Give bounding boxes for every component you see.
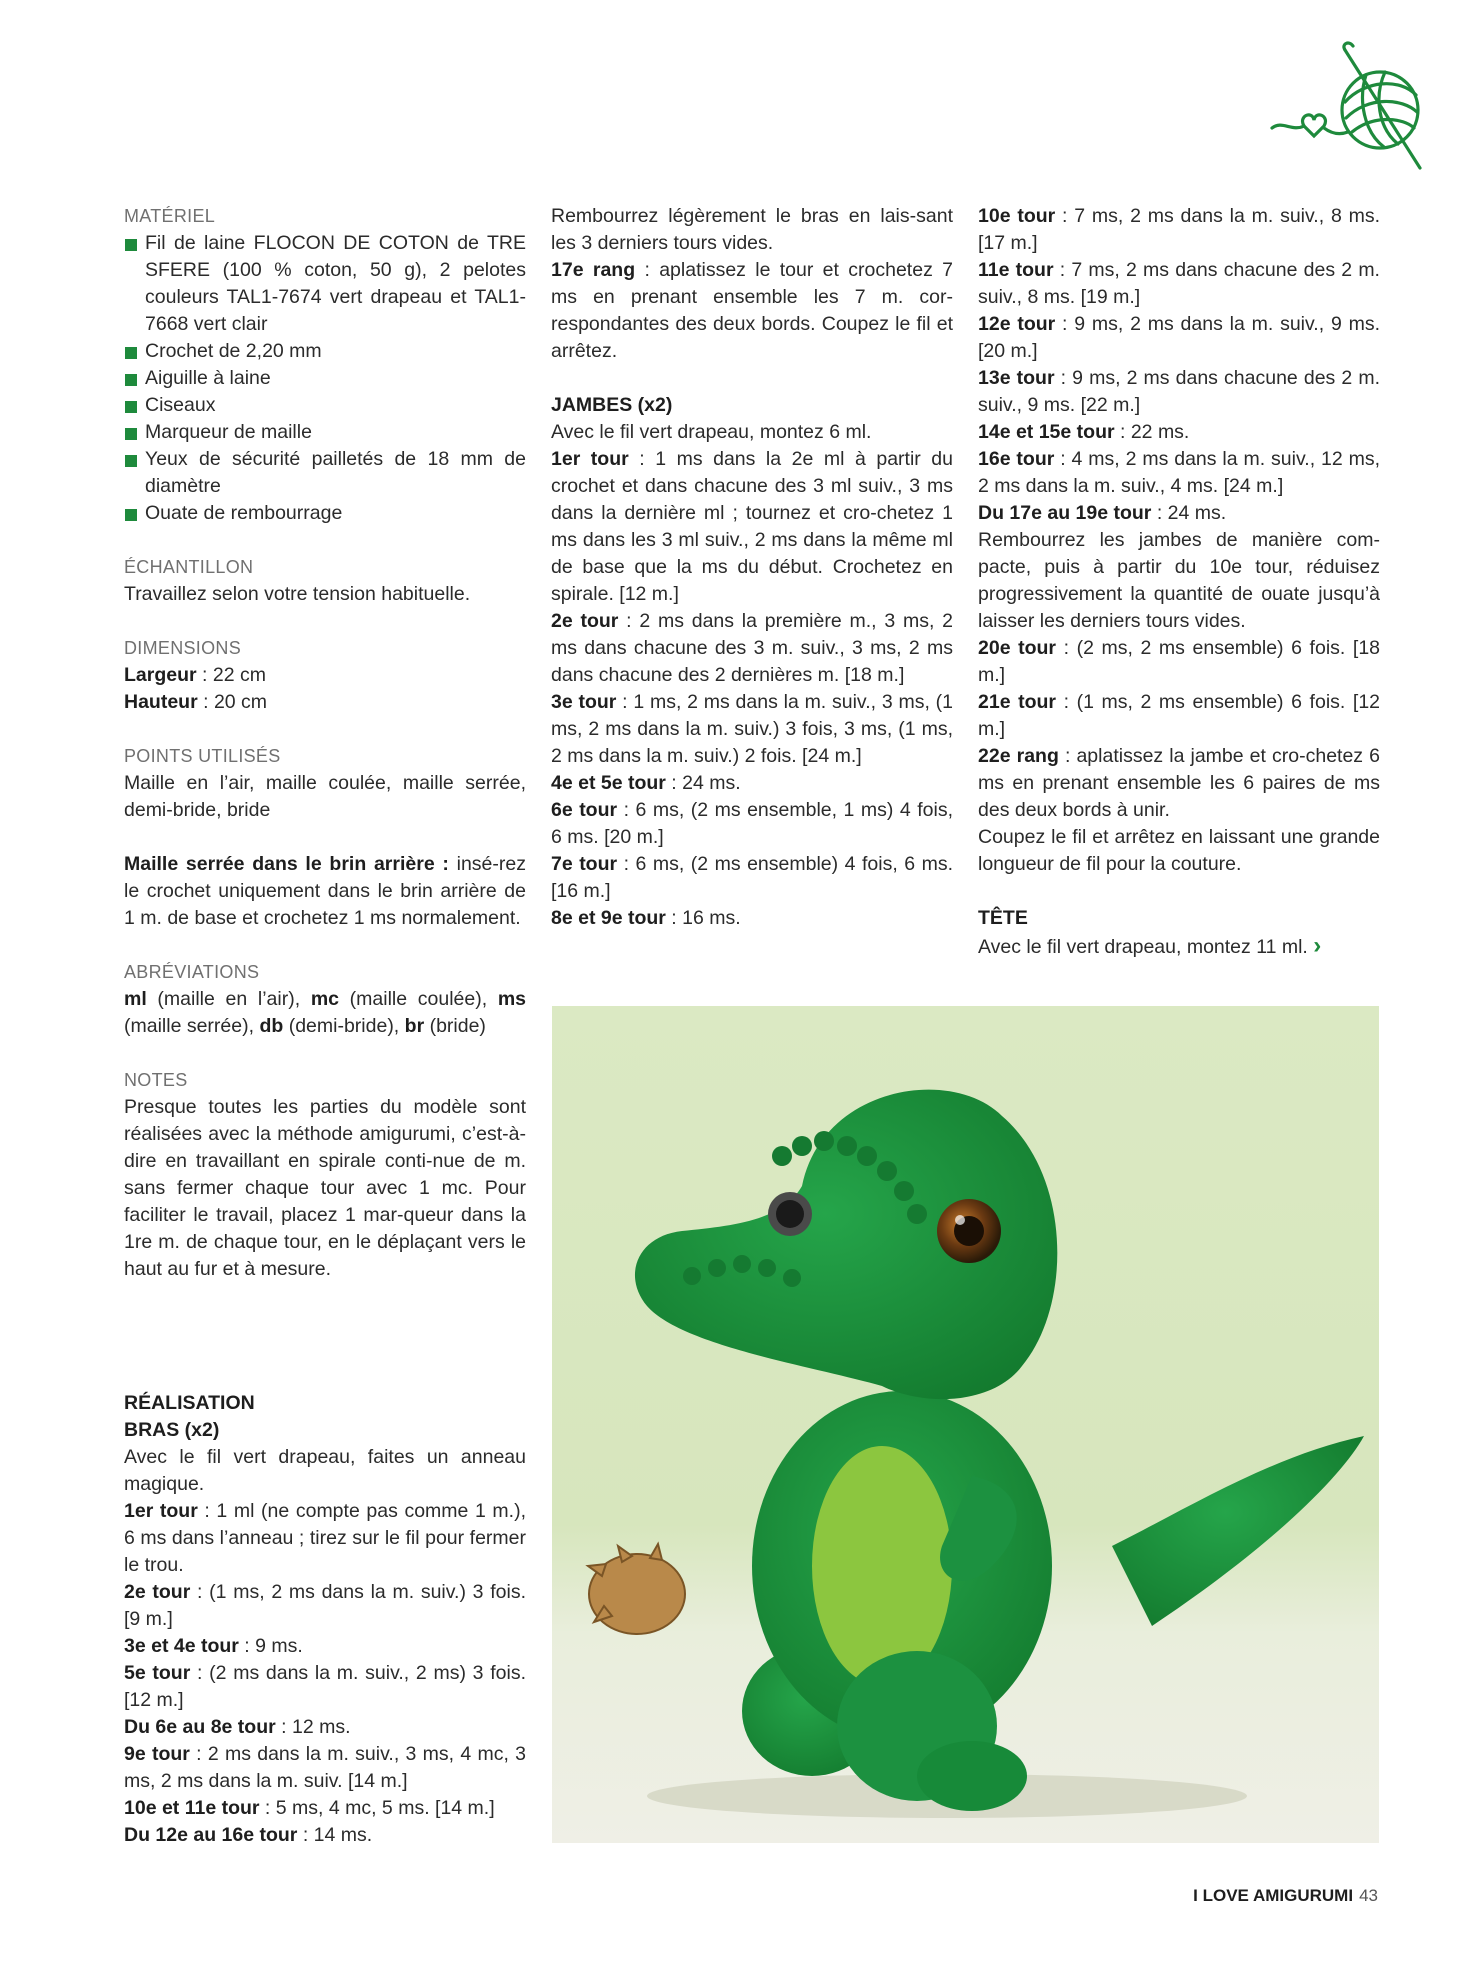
hauteur-line xyxy=(124,689,526,716)
row-label: 3e tour xyxy=(551,691,617,713)
yarn-ball-logo xyxy=(1270,40,1430,175)
row-label: 21e tour xyxy=(978,691,1057,713)
row-label: Du 17e au 19e tour xyxy=(978,502,1152,524)
row-text: : 1 ml (ne compte pas comme 1 m.), 6 ms dans l’anneau ; tirez sur le fil pour fermer le trou. xyxy=(124,1500,526,1576)
list-item: Ciseaux xyxy=(124,392,526,419)
abbr: br xyxy=(404,1015,425,1037)
row-label: 14e et 15e tour xyxy=(978,421,1115,443)
row-text: : 24 ms. xyxy=(1151,502,1227,524)
jambes-row xyxy=(978,419,1380,446)
jambes-row xyxy=(551,608,953,689)
bras-row xyxy=(124,1660,526,1714)
abbr-full: (maille en l’air), xyxy=(146,988,311,1010)
page-number: 43 xyxy=(1359,1886,1378,1905)
jambes-row xyxy=(551,905,953,932)
jambes-row xyxy=(978,203,1380,257)
row-text: : 5 ms, 4 mc, 5 ms. [14 m.] xyxy=(259,1797,495,1819)
bras-row xyxy=(124,1498,526,1579)
jambes-row xyxy=(978,635,1380,689)
row-text: : 16 ms. xyxy=(665,907,741,929)
bras-row xyxy=(124,1579,526,1633)
row-text: : 6 ms, (2 ms ensemble, 1 ms) 4 fois, 6 ms. [20 m.] xyxy=(551,799,953,848)
jambes-row xyxy=(978,743,1380,824)
bras-row xyxy=(124,1822,526,1849)
points-heading: POINTS UTILISÉS xyxy=(124,746,281,766)
row-text: : 9 ms, 2 ms dans la m. suiv., 9 ms. [20 m.] xyxy=(978,313,1380,362)
row-text: : 4 ms, 2 ms dans la m. suiv., 12 ms, 2 ms dans la m. suiv., 4 ms. [24 m.] xyxy=(978,448,1380,497)
list-item: Ouate de rembourrage xyxy=(124,500,526,527)
echantillon-text: Travaillez selon votre tension habituelle. xyxy=(124,583,471,605)
row-label: 1er tour xyxy=(551,448,629,470)
abbr: mc xyxy=(310,988,339,1010)
bras-end: Rembourrez légèrement le bras en lais-sant les 3 derniers tours vides. xyxy=(551,205,953,254)
list-item: Fil de laine FLOCON DE COTON de TRE SFERE (100 % coton, 50 g), 2 pelotes couleurs TAL1-7674 vert drapeau et TAL1-7668 vert clair xyxy=(124,230,526,338)
jambes-row xyxy=(978,446,1380,500)
row-label: 20e tour xyxy=(978,637,1057,659)
row-text: : 22 ms. xyxy=(1114,421,1190,443)
row-label: 17e rang xyxy=(551,259,636,281)
row-text: : 1 ms, 2 ms dans la m. suiv., 3 ms, (1 ms, 2 ms dans la m. suiv.) 3 fois, 3 ms, (1 ms, 2 ms dans la m. suiv.) 2 fois. [24 m.] xyxy=(551,691,953,767)
materiel-list xyxy=(124,230,526,527)
row-label: 4e et 5e tour xyxy=(551,772,666,794)
bras-heading: BRAS (x2) xyxy=(124,1419,220,1441)
row-text: : (1 ms, 2 ms dans la m. suiv.) 3 fois. [9 m.] xyxy=(124,1581,526,1630)
row-label: 9e tour xyxy=(124,1743,190,1765)
jambes-stuffing: Rembourrez les jambes de manière com-pacte, puis à partir du 10e tour, réduisez progressivement la quantité de ouate jusqu’à laisser les derniers tours vides. xyxy=(978,529,1380,632)
column-2 xyxy=(551,203,953,932)
jambes-row xyxy=(978,500,1380,527)
jambes-intro: Avec le fil vert drapeau, montez 6 ml. xyxy=(551,421,872,443)
abbr-full: (maille coulée), xyxy=(339,988,498,1010)
row-label: 2e tour xyxy=(551,610,619,632)
row-text: : aplatissez le tour et crochetez 7 ms en prenant ensemble les 7 m. cor-respondantes des deux bords. Coupez le fil et arrêtez. xyxy=(551,259,953,362)
row-text: : 9 ms, 2 ms dans chacune des 2 m. suiv., 9 ms. [22 m.] xyxy=(978,367,1380,416)
jambes-end: Coupez le fil et arrêtez en laissant une grande longueur de fil pour la couture. xyxy=(978,826,1380,875)
row-text: : 9 ms. xyxy=(238,1635,303,1657)
bras-row xyxy=(124,1795,526,1822)
row-text: : 1 ms dans la 2e ml à partir du crochet et dans chacune des 3 ml suiv., 3 ms dans la dernière ml ; tournez et cro-chetez 1 ms dans les 3 ml suiv., 2 ms dans la même ml de base que la ms du début. Crochetez en spirale. [12 m.] xyxy=(551,448,953,605)
bras-row xyxy=(124,1741,526,1795)
abbr: db xyxy=(259,1015,284,1037)
msba-paragraph xyxy=(124,851,526,932)
jambes-row xyxy=(978,689,1380,743)
realisation-section xyxy=(124,1390,526,1849)
row-label: 5e tour xyxy=(124,1662,191,1684)
jambes-row xyxy=(551,797,953,851)
list-item: Marqueur de maille xyxy=(124,419,526,446)
jambes-row xyxy=(978,365,1380,419)
msba-label: Maille serrée dans le brin arrière : xyxy=(124,853,449,875)
jambes-row xyxy=(551,770,953,797)
magazine-brand: I LOVE AMIGURUMI xyxy=(1193,1886,1354,1905)
bras-rang xyxy=(551,257,953,365)
abbr-full: (demi-bride), xyxy=(283,1015,405,1037)
row-text: : 12 ms. xyxy=(275,1716,351,1738)
tete-heading: TÊTE xyxy=(978,907,1028,929)
row-text: : 6 ms, (2 ms ensemble) 4 fois, 6 ms. [16 m.] xyxy=(551,853,953,902)
hauteur-value: : 20 cm xyxy=(197,691,268,713)
jambes-heading: JAMBES (x2) xyxy=(551,394,673,416)
bras-intro: Avec le fil vert drapeau, faites un anneau magique. xyxy=(124,1446,526,1495)
bras-row xyxy=(124,1714,526,1741)
row-text: : (2 ms, 2 ms ensemble) 6 fois. [18 m.] xyxy=(978,637,1381,686)
largeur-label: Largeur xyxy=(124,664,197,686)
row-label: 16e tour xyxy=(978,448,1055,470)
row-text: : 7 ms, 2 ms dans la m. suiv., 8 ms. [17 m.] xyxy=(978,205,1380,254)
notes-heading: NOTES xyxy=(124,1070,188,1090)
abreviations-heading: ABRÉVIATIONS xyxy=(124,962,260,982)
dimensions-heading: DIMENSIONS xyxy=(124,638,242,658)
row-label: 11e tour xyxy=(978,259,1054,281)
materiel-heading: MATÉRIEL xyxy=(124,206,216,226)
points-text: Maille en l’air, maille coulée, maille serrée, demi-bride, bride xyxy=(124,772,526,821)
bras-row xyxy=(124,1633,526,1660)
row-label: 10e et 11e tour xyxy=(124,1797,260,1819)
column-3 xyxy=(978,203,1380,961)
row-label: Du 6e au 8e tour xyxy=(124,1716,276,1738)
list-item: Yeux de sécurité pailletés de 18 mm de diamètre xyxy=(124,446,526,500)
largeur-value: : 22 cm xyxy=(196,664,266,686)
echantillon-heading: ÉCHANTILLON xyxy=(124,557,254,577)
jambes-row xyxy=(978,257,1380,311)
row-text: : (1 ms, 2 ms ensemble) 6 fois. [12 m.] xyxy=(978,691,1381,740)
list-item: Crochet de 2,20 mm xyxy=(124,338,526,365)
jambes-row xyxy=(551,851,953,905)
abbr: ml xyxy=(124,988,147,1010)
row-text: : 2 ms dans la première m., 3 ms, 2 ms dans chacune des 3 m. suiv., 3 ms, 2 ms dans chacune des 2 dernières m. [18 m.] xyxy=(551,610,953,686)
row-text: : 2 ms dans la m. suiv., 3 ms, 4 mc, 3 ms, 2 ms dans la m. suiv. [14 m.] xyxy=(124,1743,526,1792)
row-label: 13e tour xyxy=(978,367,1055,389)
realisation-heading: RÉALISATION xyxy=(124,1392,255,1414)
abbr-full: (maille serrée), xyxy=(124,1015,260,1037)
page-footer xyxy=(1193,1882,1378,1909)
row-label: 7e tour xyxy=(551,853,618,875)
notes-text: Presque toutes les parties du modèle sont réalisées avec la méthode amigurumi, c’est-à-dire en travaillant en spirale conti-nue de m. sans fermer chaque tour avec 1 mc. Pour faciliter le travail, placez 1 mar-queur dans la 1re m. de chaque tour, en le déplaçant vers le haut au fur et à mesure. xyxy=(124,1096,526,1280)
largeur-line xyxy=(124,662,526,689)
tete-intro-line xyxy=(978,932,1380,961)
row-label: 2e tour xyxy=(124,1581,191,1603)
hauteur-label: Hauteur xyxy=(124,691,198,713)
row-label: 12e tour xyxy=(978,313,1056,335)
tete-intro: Avec le fil vert drapeau, montez 11 ml. xyxy=(978,936,1308,958)
row-text: : (2 ms dans la m. suiv., 2 ms) 3 fois. [12 m.] xyxy=(124,1662,526,1711)
abbr: ms xyxy=(497,988,526,1010)
abreviations-text xyxy=(124,986,526,1040)
row-text: : 24 ms. xyxy=(665,772,741,794)
jambes-row xyxy=(978,311,1380,365)
row-label: 10e tour xyxy=(978,205,1056,227)
row-text: : 7 ms, 2 ms dans chacune des 2 m. suiv., 8 ms. [19 m.] xyxy=(978,259,1380,308)
row-text: : 14 ms. xyxy=(297,1824,373,1846)
row-label: 8e et 9e tour xyxy=(551,907,666,929)
row-label: 22e rang xyxy=(978,745,1059,767)
chevron-right-icon[interactable]: › xyxy=(1313,932,1322,959)
abbr-full: (bride) xyxy=(424,1015,486,1037)
column-1 xyxy=(124,203,526,1283)
list-item: Aiguille à laine xyxy=(124,365,526,392)
row-label: Du 12e au 16e tour xyxy=(124,1824,298,1846)
crocodile-amigurumi-photo xyxy=(552,1006,1379,1843)
row-label: 1er tour xyxy=(124,1500,198,1522)
row-text: : aplatissez la jambe et cro-chetez 6 ms en prenant ensemble les 6 paires de ms des deux bords à unir. xyxy=(978,745,1380,821)
jambes-row xyxy=(551,446,953,608)
row-label: 3e et 4e tour xyxy=(124,1635,239,1657)
jambes-row xyxy=(551,689,953,770)
msba-text: insé-rez le crochet uniquement dans le brin arrière de 1 m. de base et crochetez 1 ms normalement. xyxy=(124,853,526,929)
row-label: 6e tour xyxy=(551,799,618,821)
